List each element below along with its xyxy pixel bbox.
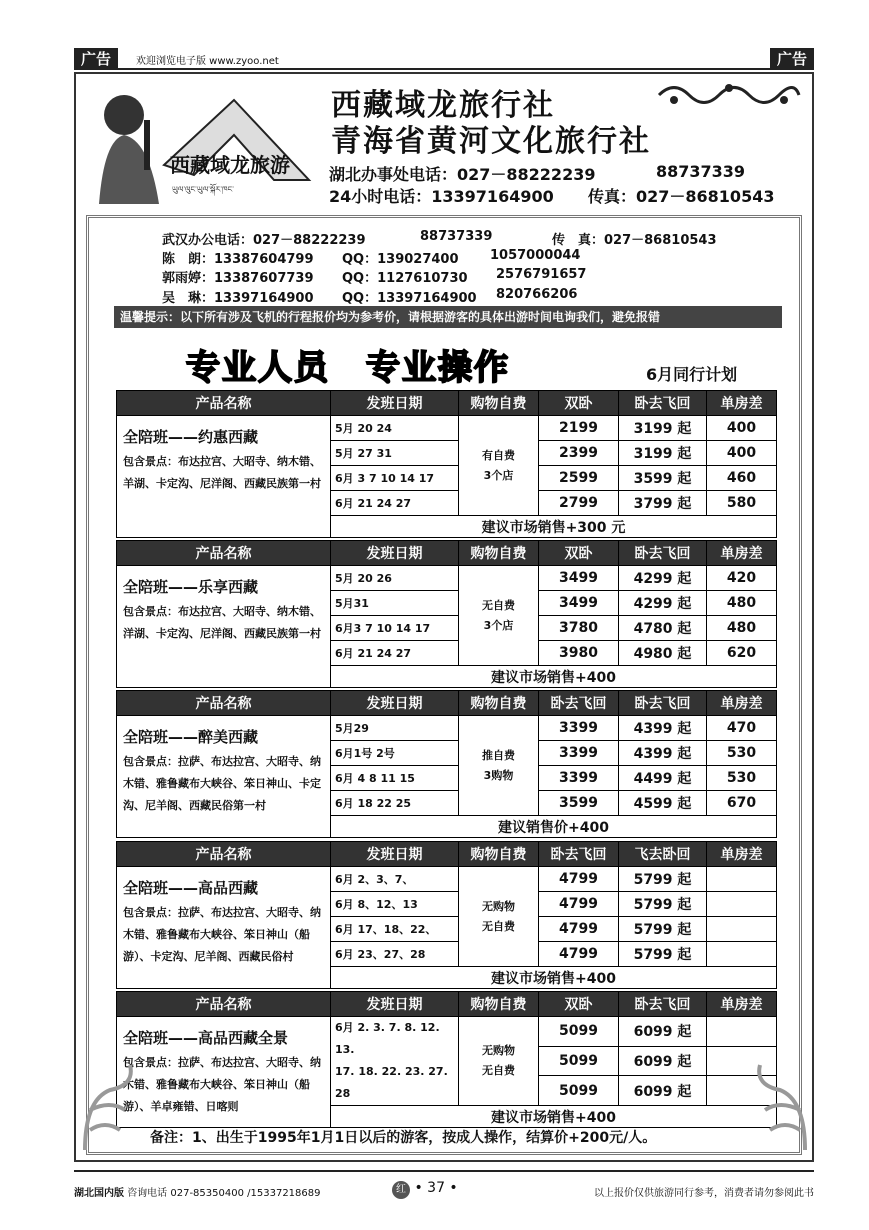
price-b: 4499 起: [619, 766, 707, 791]
price-b: 4780 起: [619, 616, 707, 641]
product-spots: 包含景点：布达拉宫、大昭寺、纳木错、羊湖、卡定沟、尼洋阁、西藏民族第一村: [123, 455, 321, 490]
depart-date: 5月 20 24: [331, 416, 459, 441]
single-supplement: 480: [707, 616, 777, 641]
shopping-info: 无自费 3个店: [459, 566, 539, 666]
contact-guo: 郭雨婷：13387607739: [162, 271, 314, 286]
price-b: 3799 起: [619, 491, 707, 516]
depart-date: 6月 4 8 11 15: [331, 766, 459, 791]
col-header: 购物自费: [459, 691, 539, 716]
price-a: 3499: [539, 566, 619, 591]
ad-tag-left: 广告: [74, 48, 118, 70]
col-header: 卧去飞回: [619, 691, 707, 716]
price-a: 4799: [539, 942, 619, 967]
single-supplement: 530: [707, 741, 777, 766]
col-header: 购物自费: [459, 992, 539, 1017]
suggested-price: 建议销售价+400: [331, 816, 777, 838]
depart-date: 6月 3 7 10 14 17: [331, 466, 459, 491]
col-header: 单房差: [707, 541, 777, 566]
depart-date: 6月 23、27、28: [331, 942, 459, 967]
product-cell: [117, 716, 331, 838]
col-header: 双卧: [539, 391, 619, 416]
price-b: 3199 起: [619, 416, 707, 441]
table-row: [117, 716, 777, 741]
red-badge-icon: 红: [392, 1181, 410, 1199]
contact-office-2: 88737339: [420, 229, 493, 244]
price-a: 5099: [539, 1076, 619, 1106]
price-a: 3499: [539, 591, 619, 616]
warning-banner: 温馨提示：以下所有涉及飞机的行程报价均为参考价，请根据游客的具体出游时间电询我们，避免报错: [114, 306, 782, 328]
price-table-1: [116, 390, 777, 538]
product-cell: [117, 867, 331, 989]
price-a: 4799: [539, 867, 619, 892]
contact-office: 武汉办公电话：027－88222239: [162, 233, 366, 248]
price-a: 2599: [539, 466, 619, 491]
corner-ornament-right-icon: [750, 1060, 810, 1155]
top-bar: [74, 48, 814, 70]
footer-phone: 咨询电话 027-85350400 /15337218689: [127, 1188, 321, 1199]
depart-date: 6月 18 22 25: [331, 791, 459, 816]
product-name: 全陪班——乐享西藏: [123, 578, 259, 596]
footer: [74, 1170, 814, 1210]
footer-edition: 湖北国内版: [74, 1188, 124, 1199]
table-row: [117, 416, 777, 441]
col-header: 单房差: [707, 842, 777, 867]
price-b: 3199 起: [619, 441, 707, 466]
price-a: 3399: [539, 766, 619, 791]
contact-wu-qq2: 820766206: [496, 287, 578, 302]
depart-date: 6月 21 24 27: [331, 641, 459, 666]
price-table-2: [116, 540, 777, 688]
price-b: 4299 起: [619, 566, 707, 591]
col-header: 卧去飞回: [539, 691, 619, 716]
single-supplement: [707, 892, 777, 917]
header: [76, 74, 812, 209]
contact-chen-qq2: 1057000044: [490, 248, 581, 263]
logo-tibetan: ཡུལ་ལུང་ཡུལ་སྐོར་ཁང་: [172, 185, 234, 194]
single-supplement: [707, 867, 777, 892]
price-table-5: [116, 991, 777, 1128]
col-header: 发班日期: [331, 691, 459, 716]
24h-phone: 24小时电话：13397164900: [329, 187, 554, 206]
single-supplement: 470: [707, 716, 777, 741]
shopping-info: 无购物 无自费: [459, 1017, 539, 1106]
single-supplement: 400: [707, 416, 777, 441]
single-supplement: 460: [707, 466, 777, 491]
ad-tag-right: 广告: [770, 48, 814, 70]
suggested-price: 建议市场销售+400: [331, 967, 777, 989]
price-b: 4299 起: [619, 591, 707, 616]
title-agency-2: 青海省黄河文化旅行社: [331, 124, 651, 159]
shopping-info: 推自费 3购物: [459, 716, 539, 816]
single-supplement: 530: [707, 766, 777, 791]
single-supplement: 620: [707, 641, 777, 666]
col-header: 双卧: [539, 992, 619, 1017]
product-cell: [117, 416, 331, 538]
price-a: 4799: [539, 917, 619, 942]
table-row: [117, 566, 777, 591]
price-table-4: [116, 841, 777, 989]
contact-chen-qq: QQ：139027400: [342, 252, 459, 267]
page-number: [392, 1180, 458, 1199]
product-spots: 包含景点：拉萨、布达拉宫、大昭寺、纳木错、雅鲁藏布大峡谷、笨日神山、卡定沟、尼羊阁、西藏民俗第一村: [123, 755, 321, 812]
price-a: 2399: [539, 441, 619, 466]
price-b: 4980 起: [619, 641, 707, 666]
slogan: 专业人员 专业操作: [186, 348, 510, 388]
col-header: 发班日期: [331, 992, 459, 1017]
footer-disclaimer: 以上报价仅供旅游同行参考，消费者请勿参阅此书: [594, 1188, 814, 1199]
product-name: 全陪班——约惠西藏: [123, 428, 259, 446]
single-supplement: [707, 917, 777, 942]
remark: 备注：1、出生于1995年1月1日以后的游客，按成人操作，结算价+200元/人。: [150, 1130, 657, 1146]
single-supplement: 400: [707, 441, 777, 466]
corner-ornament-left-icon: [80, 1060, 140, 1155]
depart-date: 6月 8、12、13: [331, 892, 459, 917]
fax: 传真：027－86810543: [588, 187, 775, 206]
single-supplement: 580: [707, 491, 777, 516]
col-header: 产品名称: [117, 541, 331, 566]
product-spots: 包含景点：拉萨、布达拉宫、大昭寺、纳木错、雅鲁藏布大峡谷、笨日神山（船游）、卡定沟、尼羊阁、西藏民俗村: [123, 906, 321, 963]
price-b: 4599 起: [619, 791, 707, 816]
price-b: 4399 起: [619, 741, 707, 766]
price-a: 3399: [539, 741, 619, 766]
site-link[interactable]: 欢迎浏览电子版 www.zyoo.net: [136, 56, 279, 67]
col-header: 单房差: [707, 391, 777, 416]
logo-text: 西藏域龙旅游: [170, 153, 290, 177]
product-spots: 包含景点：拉萨、布达拉宫、大昭寺、纳木错、雅鲁藏布大峡谷、笨日神山（船游）、羊卓雍错、日喀则: [123, 1056, 321, 1113]
contact-wu-qq: QQ：13397164900: [342, 291, 477, 306]
company-logo: [84, 80, 314, 204]
ornament-icon: [654, 80, 804, 110]
product-cell: [117, 566, 331, 688]
footer-left: [74, 1184, 321, 1199]
price-a: 2799: [539, 491, 619, 516]
price-b: 6099 起: [619, 1076, 707, 1106]
col-header: 卧去飞回: [619, 541, 707, 566]
price-b: 5799 起: [619, 942, 707, 967]
price-a: 3399: [539, 716, 619, 741]
product-cell: [117, 1017, 331, 1128]
single-supplement: 480: [707, 591, 777, 616]
depart-date: 5月 27 31: [331, 441, 459, 466]
table-row: [117, 1017, 777, 1047]
depart-date: 6月 21 24 27: [331, 491, 459, 516]
hubei-office-phone-2: 88737339: [656, 162, 746, 181]
depart-date: 6月1号 2号: [331, 741, 459, 766]
contact-guo-qq2: 2576791657: [496, 267, 587, 282]
col-header: 发班日期: [331, 842, 459, 867]
price-b: 6099 起: [619, 1046, 707, 1076]
col-header: 产品名称: [117, 391, 331, 416]
shopping-info: 有自费 3个店: [459, 416, 539, 516]
price-b: 5799 起: [619, 892, 707, 917]
col-header: 卧去飞回: [619, 391, 707, 416]
col-header: 单房差: [707, 691, 777, 716]
price-table-3: [116, 690, 777, 838]
depart-date: 5月29: [331, 716, 459, 741]
col-header: 双卧: [539, 541, 619, 566]
col-header: 购物自费: [459, 842, 539, 867]
hubei-office-phone: 湖北办事处电话：027－88222239: [329, 165, 596, 184]
price-b: 5799 起: [619, 867, 707, 892]
depart-date: 6月3 7 10 14 17: [331, 616, 459, 641]
col-header: 产品名称: [117, 842, 331, 867]
single-supplement: 420: [707, 566, 777, 591]
price-a: 2199: [539, 416, 619, 441]
col-header: 单房差: [707, 992, 777, 1017]
price-a: 3599: [539, 791, 619, 816]
price-b: 5799 起: [619, 917, 707, 942]
contact-wu: 吴 琳：13397164900: [162, 291, 314, 306]
depart-date: 5月31: [331, 591, 459, 616]
depart-date: 6月 2. 3. 7. 8. 12. 13. 17. 18. 22. 23. 27. 28: [331, 1017, 459, 1106]
page-number-text: • 37 •: [414, 1180, 458, 1196]
price-a: 5099: [539, 1046, 619, 1076]
single-supplement: [707, 1017, 777, 1047]
contact-guo-qq: QQ：1127610730: [342, 271, 468, 286]
depart-date: 6月 2、3、7、: [331, 867, 459, 892]
price-a: 4799: [539, 892, 619, 917]
col-header: 卧去飞回: [539, 842, 619, 867]
single-supplement: 670: [707, 791, 777, 816]
contact-chen: 陈 朗：13387604799: [162, 252, 314, 267]
col-header: 购物自费: [459, 391, 539, 416]
price-b: 4399 起: [619, 716, 707, 741]
depart-date: 6月 17、18、22、: [331, 917, 459, 942]
table-row: [117, 867, 777, 892]
price-a: 3980: [539, 641, 619, 666]
suggested-price: 建议市场销售+300 元: [331, 516, 777, 538]
price-a: 5099: [539, 1017, 619, 1047]
suggested-price: 建议市场销售+400: [331, 1106, 777, 1128]
depart-date: 5月 20 26: [331, 566, 459, 591]
col-header: 购物自费: [459, 541, 539, 566]
product-spots: 包含景点：布达拉宫、大昭寺、纳木错、洋湖、卡定沟、尼洋阁、西藏民族第一村: [123, 605, 321, 640]
col-header: 产品名称: [117, 992, 331, 1017]
product-name: 全陪班——高品西藏: [123, 879, 259, 897]
col-header: 卧去飞回: [619, 992, 707, 1017]
plan-title: 6月同行计划: [646, 365, 738, 384]
product-name: 全陪班——高品西藏全景: [123, 1029, 289, 1047]
col-header: 飞去卧回: [619, 842, 707, 867]
title-agency-1: 西藏域龙旅行社: [331, 88, 555, 123]
contact-fax: 传 真：027－86810543: [552, 233, 717, 248]
col-header: 发班日期: [331, 541, 459, 566]
price-b: 3599 起: [619, 466, 707, 491]
price-a: 3780: [539, 616, 619, 641]
col-header: 产品名称: [117, 691, 331, 716]
shopping-info: 无购物 无自费: [459, 867, 539, 967]
product-name: 全陪班——醉美西藏: [123, 728, 259, 746]
single-supplement: [707, 942, 777, 967]
col-header: 发班日期: [331, 391, 459, 416]
price-b: 6099 起: [619, 1017, 707, 1047]
suggested-price: 建议市场销售+400: [331, 666, 777, 688]
